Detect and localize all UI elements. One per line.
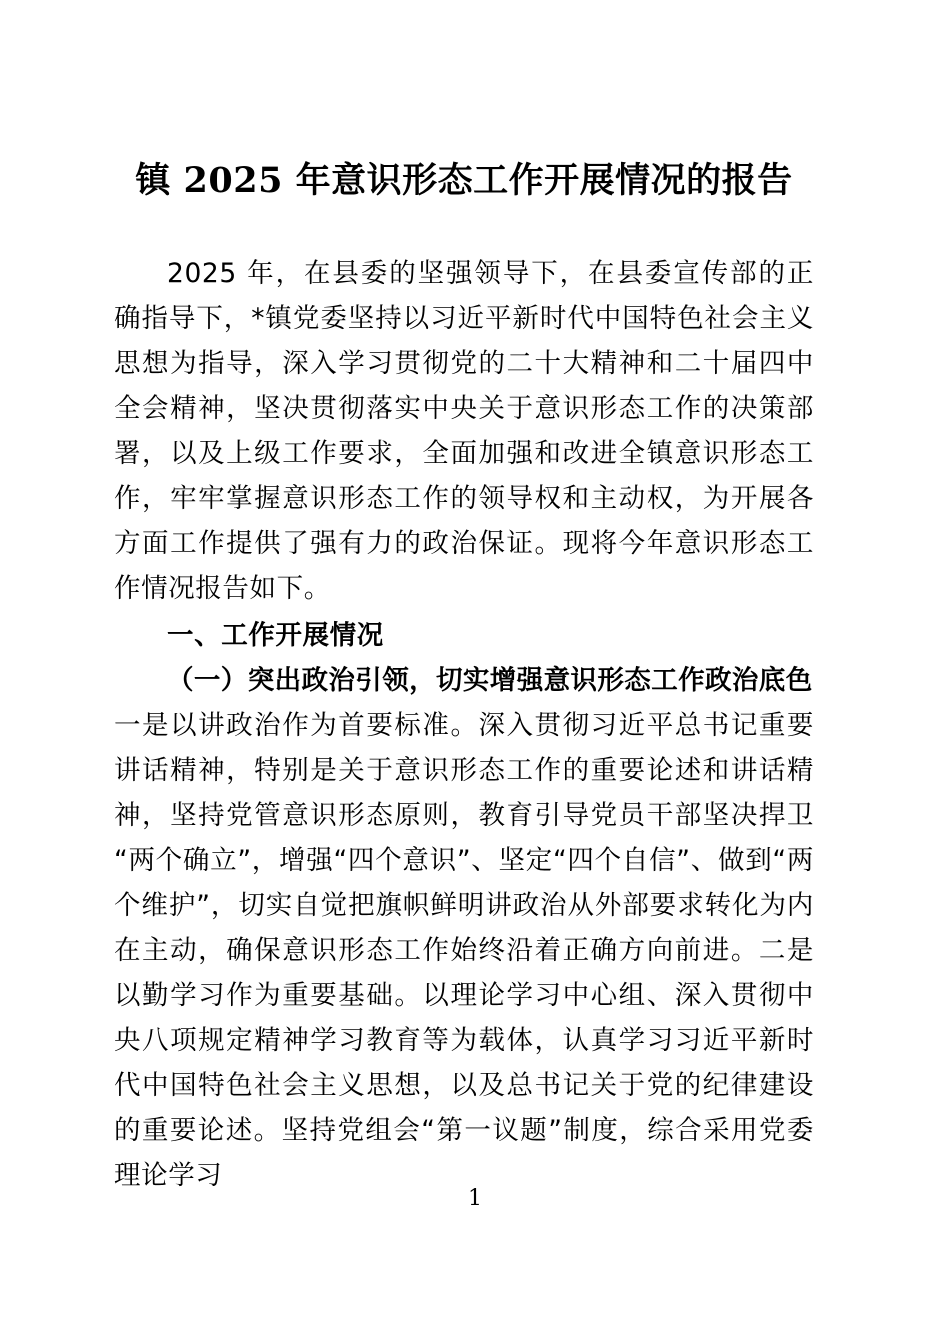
page-number: 1: [468, 1186, 482, 1211]
section-heading-1: 一、工作开展情况: [167, 620, 384, 650]
paragraph-intro: 2025 年，在县委的坚强领导下，在县委宣传部的正确指导下，*镇党委坚持以习近平新时代中国特色社会主义思想为指导，深入学习贯彻党的二十大精神和二十届四中全会精神，坚决贯彻落实中央关于意识形态工作的决策部署，以及上级工作要求，全面加强和改进全镇意识形态工作，牢牢掌握意识形态工作的领导权和主动权，为开展各方面工作提供了强有力的政治保证。现将今年意识形态工作情况报告如下。: [114, 258, 814, 604]
paragraph-section-1-body: 一是以讲政治作为首要标准。深入贯彻习近平总书记重要讲话精神，特别是关于意识形态工作的重要论述和讲话精神，坚持党管意识形态原则，教育引导党员干部坚决捍卫“两个确立”，增强“四个意识”、坚定“四个自信”、做到“两个维护”，切实自觉把旗帜鲜明讲政治从外部要求转化为内在主动，确保意识形态工作始终沿着正确方向前进。二是以勤学习作为重要基础。以理论学习中心组、深入贯彻中央八项规定精神学习教育等为载体，认真学习习近平新时代中国特色社会主义思想，以及总书记关于党的纪律建设的重要论述。坚持党组会“第一议题”制度，综合采用党委理论学习: [114, 710, 815, 1191]
page-title: 镇 2025 年意识形态工作开展情况的报告: [135, 160, 793, 201]
section-heading-2: （一）突出政治引领，切实增强意识形态工作政治底色: [167, 665, 813, 696]
document-body: [114, 0, 814, 1198]
